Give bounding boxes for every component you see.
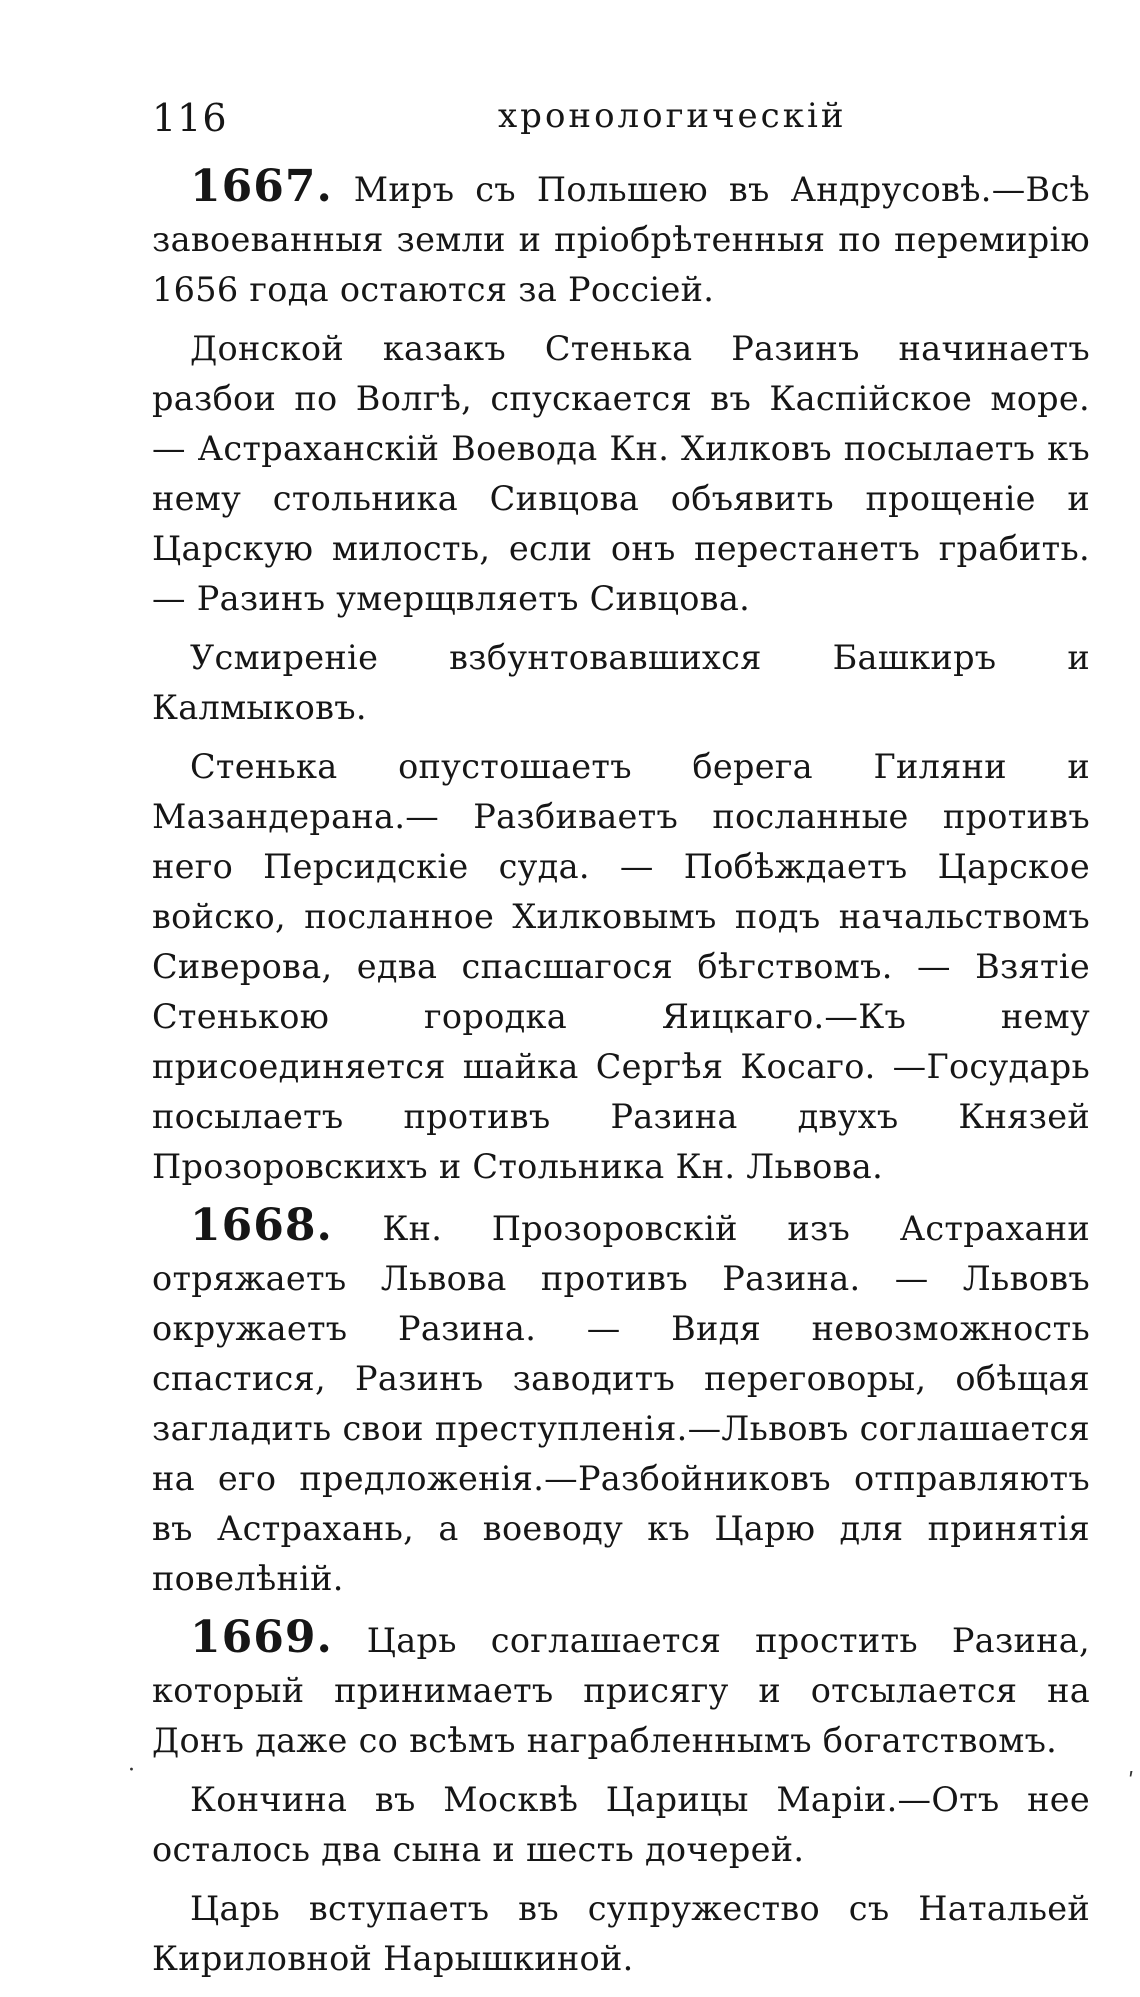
entry-text: Миръ съ Польшею въ Андрусовѣ.—Всѣ завоеванныя земли и пріобрѣтенныя по перемирію 1656 года остаются за Россіей. [152,170,1091,309]
speck-mark: · [128,1758,135,1783]
entry-1669-paragraph-1 [152,1613,1090,1766]
entry-1669-paragraph-2: Кончина въ Москвѣ Царицы Маріи.—Отъ нее осталось два сына и шесть дочерей. [152,1780,1090,1869]
entry-1668-paragraph-1 [152,1201,1090,1604]
entry-1667-paragraph-4: Стенька опустошаетъ берега Гиляни и Мазандерана.— Разбиваетъ посланные противъ него Персидскіе суда. — Побѣждаетъ Царское войско, посланное Хилковымъ подъ начальствомъ Сиверова, едва спасшагося бѣгствомъ. — Взятіе Стенькою городка Яицкаго.—Къ нему присоединяется шайка Сергѣя Косаго. —Государь посылаетъ противъ Разина двухъ Князей Прозоровскихъ и Стольника Кн. Львова. [152,747,1090,1186]
speck-mark: ʹ [1128,1770,1135,1795]
entry-1667-paragraph-1 [152,162,1090,315]
entry-1667-paragraph-2: Донской казакъ Стенька Разинъ начинаетъ разбои по Волгѣ, спускается въ Каспійское море. — Астраханскій Воевода Кн. Хилковъ посылаетъ къ нему стольника Сивцова объявить прощеніе и Царскую милость, если онъ перестанетъ грабить. — Разинъ умерщвляетъ Сивцова. [152,329,1090,618]
entry-text: Кн. Прозоровскій изъ Астрахани отряжаетъ Львова противъ Разина. — Львовъ окружаетъ Разина. — Видя невозможность спастися, Разинъ заводитъ переговоры, обѣщая загладить свои преступленія.—Львовъ соглашается на его предложенія.—Разбойниковъ отправляютъ въ Астрахань, а воеводу къ Царю для принятія повелѣній. [152,1209,1090,1598]
entry-text: Царь соглашается простить Разина, который принимаетъ присягу и отсылается на Донъ даже со всѣмъ награбленнымъ богатствомъ. [152,1621,1091,1760]
year-1668: 1668. [190,1200,333,1251]
entry-1669-paragraph-3: Царь вступаетъ въ супружество съ Натальей Кириловной Нарышкиной. [152,1889,1090,1978]
year-1667: 1667. [190,161,333,212]
page-number: 116 [152,96,228,140]
running-title: хронологическій [498,96,847,136]
entry-1667-paragraph-3: Усмиреніе взбунтовавшихся Башкиръ и Калмыковъ. [152,638,1090,727]
body-text [152,162,1090,1993]
year-1669: 1669. [190,1612,333,1663]
running-head [152,96,1090,146]
